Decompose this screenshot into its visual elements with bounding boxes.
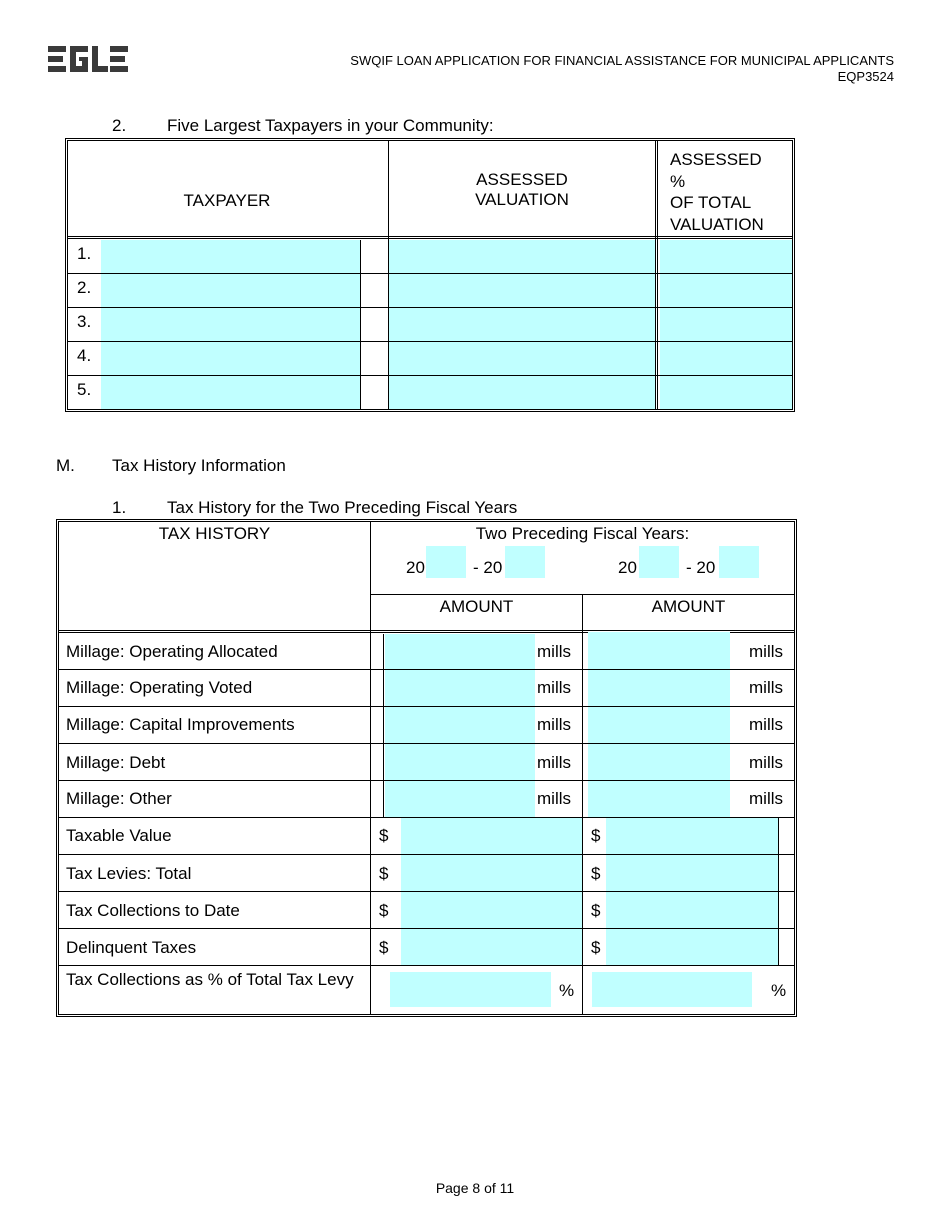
tax-history-number: 1. bbox=[112, 498, 127, 517]
row-label: Millage: Debt bbox=[66, 753, 166, 772]
year-2-end-field[interactable] bbox=[719, 546, 759, 578]
millage-year-2-field[interactable] bbox=[588, 707, 730, 743]
year-1-end-field[interactable] bbox=[505, 546, 545, 578]
col-valuation-header: ASSESSED VALUATION bbox=[475, 170, 569, 209]
mills-unit: mills bbox=[749, 715, 783, 734]
percent-year-1-field[interactable] bbox=[390, 972, 551, 1007]
year-prefix: 20 bbox=[406, 558, 425, 577]
millage-year-1-field[interactable] bbox=[385, 744, 535, 780]
section-m-heading: Tax History Information bbox=[112, 456, 286, 475]
mills-unit: mills bbox=[749, 753, 783, 772]
percent-year-2-field[interactable] bbox=[592, 972, 752, 1007]
millage-year-2-field[interactable] bbox=[588, 744, 730, 780]
taxpayers-heading: Five Largest Taxpayers in your Community: bbox=[167, 116, 494, 135]
row-label: Millage: Other bbox=[66, 789, 172, 808]
col-taxpayer-header: TAXPAYER bbox=[183, 191, 271, 210]
form-header bbox=[350, 53, 894, 85]
millage-year-1-field[interactable] bbox=[385, 707, 535, 743]
row-label: Taxable Value bbox=[66, 826, 172, 845]
mills-unit: mills bbox=[749, 789, 783, 808]
taxpayer-name-field[interactable] bbox=[101, 376, 360, 409]
assessed-valuation-field[interactable] bbox=[389, 376, 655, 409]
row-label: Tax Collections to Date bbox=[66, 901, 240, 920]
mills-unit: mills bbox=[749, 642, 783, 661]
amount-year-1-field[interactable] bbox=[401, 929, 582, 965]
dollar-unit: $ bbox=[379, 901, 389, 920]
section-m-letter: M. bbox=[56, 456, 75, 475]
col-divider bbox=[360, 240, 361, 409]
percent-unit: % bbox=[559, 981, 575, 1000]
dollar-unit: $ bbox=[379, 864, 389, 883]
dollar-unit: $ bbox=[591, 901, 601, 920]
millage-year-1-field[interactable] bbox=[385, 781, 535, 817]
dollar-unit: $ bbox=[379, 938, 389, 957]
millage-year-2-field[interactable] bbox=[588, 632, 730, 669]
assessed-percent-field[interactable] bbox=[660, 342, 792, 375]
taxpayer-name-field[interactable] bbox=[101, 308, 360, 341]
assessed-valuation-field[interactable] bbox=[389, 240, 655, 273]
amount-year-2-field[interactable] bbox=[606, 855, 778, 891]
row-label: Tax Collections as % of Total Tax Levy bbox=[66, 970, 354, 989]
taxpayers-number: 2. bbox=[112, 116, 127, 135]
cell-divider bbox=[778, 817, 779, 965]
mills-unit: mills bbox=[749, 678, 783, 697]
assessed-valuation-field[interactable] bbox=[389, 274, 655, 307]
row-number: 1. bbox=[77, 244, 92, 263]
page-number: Page 8 of 11 bbox=[435, 1180, 515, 1196]
assessed-percent-field[interactable] bbox=[660, 274, 792, 307]
assessed-valuation-field[interactable] bbox=[389, 342, 655, 375]
col-divider bbox=[582, 595, 583, 1014]
mills-unit: mills bbox=[537, 715, 571, 734]
row-label: Millage: Operating Voted bbox=[66, 678, 253, 697]
mills-unit: mills bbox=[537, 642, 571, 661]
millage-year-1-field[interactable] bbox=[385, 634, 535, 669]
col-tax-history-header: TAX HISTORY bbox=[158, 524, 271, 543]
year-2-start-field[interactable] bbox=[639, 546, 679, 578]
amount-year-1-field[interactable] bbox=[401, 818, 582, 854]
col-fiscal-years-header: Two Preceding Fiscal Years: bbox=[475, 524, 690, 543]
row-number: 5. bbox=[77, 380, 92, 399]
col-divider bbox=[655, 141, 658, 409]
taxpayer-name-field[interactable] bbox=[101, 240, 360, 273]
header-divider bbox=[68, 236, 792, 239]
amount-year-2-field[interactable] bbox=[606, 892, 778, 928]
dollar-unit: $ bbox=[379, 826, 389, 845]
assessed-percent-field[interactable] bbox=[660, 240, 792, 273]
assessed-valuation-field[interactable] bbox=[389, 308, 655, 341]
amount-year-1-field[interactable] bbox=[401, 855, 582, 891]
dollar-unit: $ bbox=[591, 864, 601, 883]
header-divider bbox=[371, 594, 794, 595]
row-number: 4. bbox=[77, 346, 92, 365]
dollar-unit: $ bbox=[591, 938, 601, 957]
amount-year-2-field[interactable] bbox=[606, 818, 778, 854]
row-label: Millage: Operating Allocated bbox=[66, 642, 278, 661]
amount-header: AMOUNT bbox=[439, 597, 514, 616]
mills-unit: mills bbox=[537, 753, 571, 772]
row-label: Tax Levies: Total bbox=[66, 864, 192, 883]
millage-year-1-field[interactable] bbox=[385, 670, 535, 706]
row-number: 2. bbox=[77, 278, 92, 297]
year-separator: - 20 bbox=[473, 558, 503, 577]
col-percent-header: ASSESSED % OF TOTAL VALUATION bbox=[670, 150, 764, 234]
year-prefix: 20 bbox=[618, 558, 637, 577]
taxpayer-name-field[interactable] bbox=[101, 274, 360, 307]
amount-year-1-field[interactable] bbox=[401, 892, 582, 928]
egle-logo bbox=[48, 46, 128, 72]
row-number: 3. bbox=[77, 312, 92, 331]
dollar-unit: $ bbox=[591, 826, 601, 845]
row-label: Millage: Capital Improvements bbox=[66, 715, 295, 734]
tax-history-heading: Tax History for the Two Preceding Fiscal Years bbox=[167, 498, 518, 517]
form-title: SWQIF LOAN APPLICATION FOR FINANCIAL ASSISTANCE FOR MUNICIPAL APPLICANTS bbox=[350, 53, 894, 68]
mills-unit: mills bbox=[537, 789, 571, 808]
millage-year-2-field[interactable] bbox=[588, 670, 730, 706]
taxpayer-name-field[interactable] bbox=[101, 342, 360, 375]
cell-divider bbox=[383, 634, 384, 817]
percent-unit: % bbox=[771, 981, 787, 1000]
form-number: EQP3524 bbox=[837, 69, 894, 84]
year-separator: - 20 bbox=[686, 558, 716, 577]
millage-year-2-field[interactable] bbox=[588, 781, 730, 817]
year-1-start-field[interactable] bbox=[426, 546, 466, 578]
mills-unit: mills bbox=[537, 678, 571, 697]
row-divider bbox=[59, 965, 794, 966]
row-label: Delinquent Taxes bbox=[66, 938, 197, 957]
col-divider bbox=[370, 522, 371, 1014]
amount-header: AMOUNT bbox=[651, 597, 726, 616]
assessed-percent-field[interactable] bbox=[660, 376, 792, 409]
amount-year-2-field[interactable] bbox=[606, 929, 778, 965]
assessed-percent-field[interactable] bbox=[660, 308, 792, 341]
